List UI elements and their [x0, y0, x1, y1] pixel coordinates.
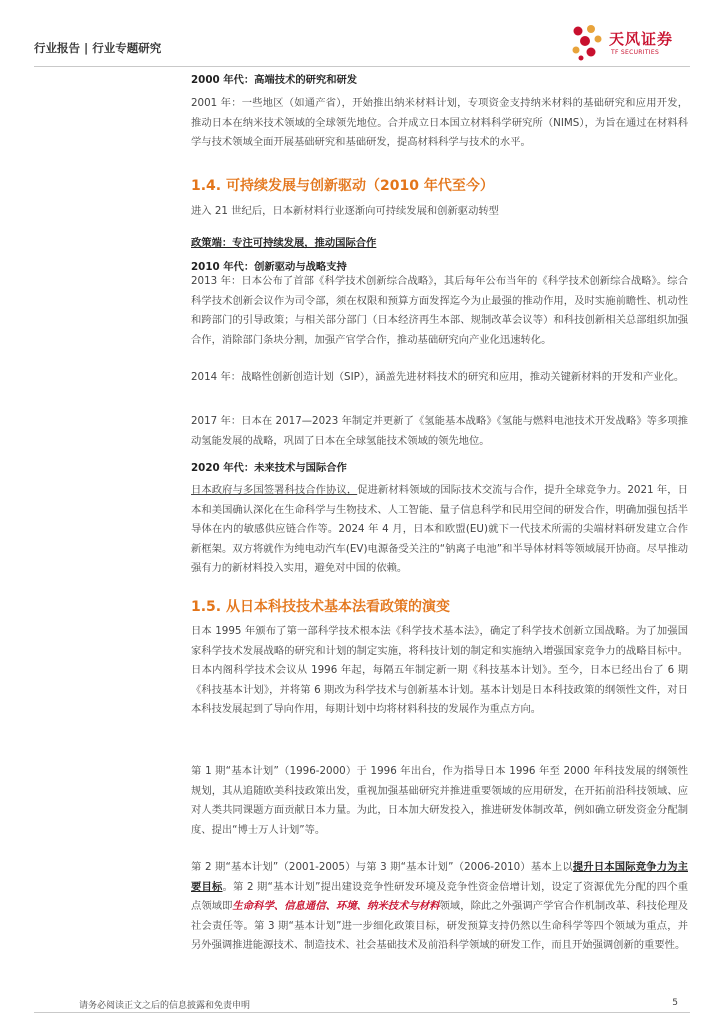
logo-english-name: TF SECURITIES	[611, 49, 660, 56]
plan-2-3-text-a: 第 2 期“基本计划”（2001-2005）与第 3 期“基本计划”（2006-2010）基本上以	[191, 861, 573, 873]
section-1-4-intro: 进入 21 世纪后，日本新材料行业逐渐向可持续发展和创新驱动转型	[191, 205, 499, 217]
tf-logo-icon	[569, 24, 605, 62]
paragraph-2013: 2013 年：日本公布了首部《科学技术创新综合战略》，其后每年公布当年的《科学技术创新综合战略》。综合科学技术创新会议作为司令部，须在权限和预算方面发挥迄今为止最强的推动作用，及时实施前瞻性、机动性和跨部门的引导政策；与相关部分部门（日本经济再生本部、规制改革会议等）和科技创新相关总部组织加强合作，消除部门条块分割，加强产官学合作，推动基础研究向产业化迅速转化。	[191, 275, 688, 346]
paragraph-2020s-underlined: 日本政府与多国签署科技合作协议，	[191, 484, 358, 496]
paragraph-plan-2-3	[191, 858, 688, 956]
section-2000s-title: 2000 年代：高端技术的研究和研发	[191, 74, 358, 86]
footer-disclaimer: 请务必阅读正文之后的信息披露和免责申明	[79, 1001, 251, 1011]
header-divider	[34, 66, 690, 67]
section-1-4-heading: 1.4. 可持续发展与创新驱动（2010 年代至今）	[191, 178, 494, 194]
paragraph-2017: 2017 年：日本在 2017—2023 年制定并更新了《氢能基本战略》《氢能与燃料电池技术开发战略》等多项推动氢能发展的战略，巩固了日本在全球氢能技术领域的领先地位。	[191, 415, 688, 447]
plan-2-3-text-c: 。第 2 期“基本计划”提出建设竞争性研发环境及竞争性资金倍增计划，设定了资源优先分配的四个重点领域即	[191, 880, 689, 912]
subheading-2020s: 2020 年代：未来技术与国际合作	[191, 462, 347, 474]
plan-2-3-nano-materials: 纳米技术与材料	[367, 900, 440, 912]
plan-2-3-emphasis: 提升日本国际竞争力为主要目标	[191, 861, 688, 893]
policy-subheading: 政策端：专注可持续发展，推动国际合作	[191, 237, 377, 249]
plan-2-3-focus-fields: 生命科学、信息通信、环境、	[232, 900, 368, 912]
logo-chinese-name: 天风证券	[609, 30, 674, 48]
subheading-2010s: 2010 年代：创新驱动与战略支持	[191, 261, 347, 273]
page-number: 5	[672, 998, 678, 1008]
paragraph-2020s-body: 促进新材料领域的国际技术交流与合作，提升全球竞争力。2021 年，日本和美国确认深化在生命科学与生物技术、人工智能、量子信息科学和民用空间的研发合作，明确加强包括半导体在内的敏感供应链合作等。2024 年 4 月，日本和欧盟(EU)就下一代技术所需的尖端材料研发建立合作新框架。双方将就作为纯电动汽车(EV)电源备受关注的“钠离子电池”和半导体材料等领域展开协商。尽早推动强有力的新材料投入实用，避免对中国的依赖。	[191, 484, 688, 574]
report-category: 行业报告 | 行业专题研究	[34, 41, 162, 55]
section-1-5-heading: 1.5. 从日本科技技术基本法看政策的演变	[191, 599, 450, 615]
paragraph-2014: 2014 年：战略性创新创造计划（SIP），涵盖先进材料技术的研究和应用，推动关键新材料的开发和产业化。	[191, 371, 685, 383]
plan-2-3-text-f: 领域，除此之外强调产学官合作机制改革、科技伦理及社会责任等。第 3 期“基本计划”进一步细化政策目标，研发预算支持仍然以生命科学等四个领域为重点，并另外强调推进能源技术、制造技术、社会基础技术及前沿科学领域的研发工作，而且开始强调创新的重要性。	[191, 900, 689, 951]
section-2000s-paragraph: 2001 年：一些地区（如通产省），开始推出纳米材料计划，专项资金支持纳米材料的基础研究和应用开发，推动日本在纳米技术领域的全球领先地位。合并成立日本国立材料科学研究所（NIMS），为旨在通过在材料科学与技术领域全面开展基础研究和基础研发，提高材料科学与技术的水平。	[191, 97, 688, 148]
brand-logo	[569, 22, 699, 64]
paragraph-basic-law: 日本 1995 年颁布了第一部科学技术根本法《科学技术基本法》，确定了科学技术创新立国战略。为了加强国家科学技术发展战略的研究和计划的制定实施，将科技计划的制定和实施纳入增强国家竞争力的战略目标中。日本内阁科学技术会议从 1996 年起，每隔五年制定新一期《科技基本计划》。至今，日本已经出台了 6 期《科技基本计划》，并将第 6 期改为科学技术与创新基本计划。基本计划是日本科技政策的纲领性文件，对日本科技发展起到了导向作用，每期计划中均将材料科技的发展作为重点方向。	[191, 625, 688, 715]
footer-divider	[34, 1012, 690, 1013]
paragraph-plan-1: 第 1 期“基本计划”（1996-2000）于 1996 年出台，作为指导日本 1996 年至 2000 年科技发展的纲领性规划，其从追随欧美科技政策出发，重视加强基础研究并推进重要领域的应用研发，在开拓前沿科技领域、应对人类共同课题方面贡献日本力量。为此，日本加大研发投入，推进研发体制改革，例如确立研发资金分配制度、提出“博士万人计划”等。	[191, 765, 688, 836]
paragraph-2020s	[191, 481, 688, 579]
